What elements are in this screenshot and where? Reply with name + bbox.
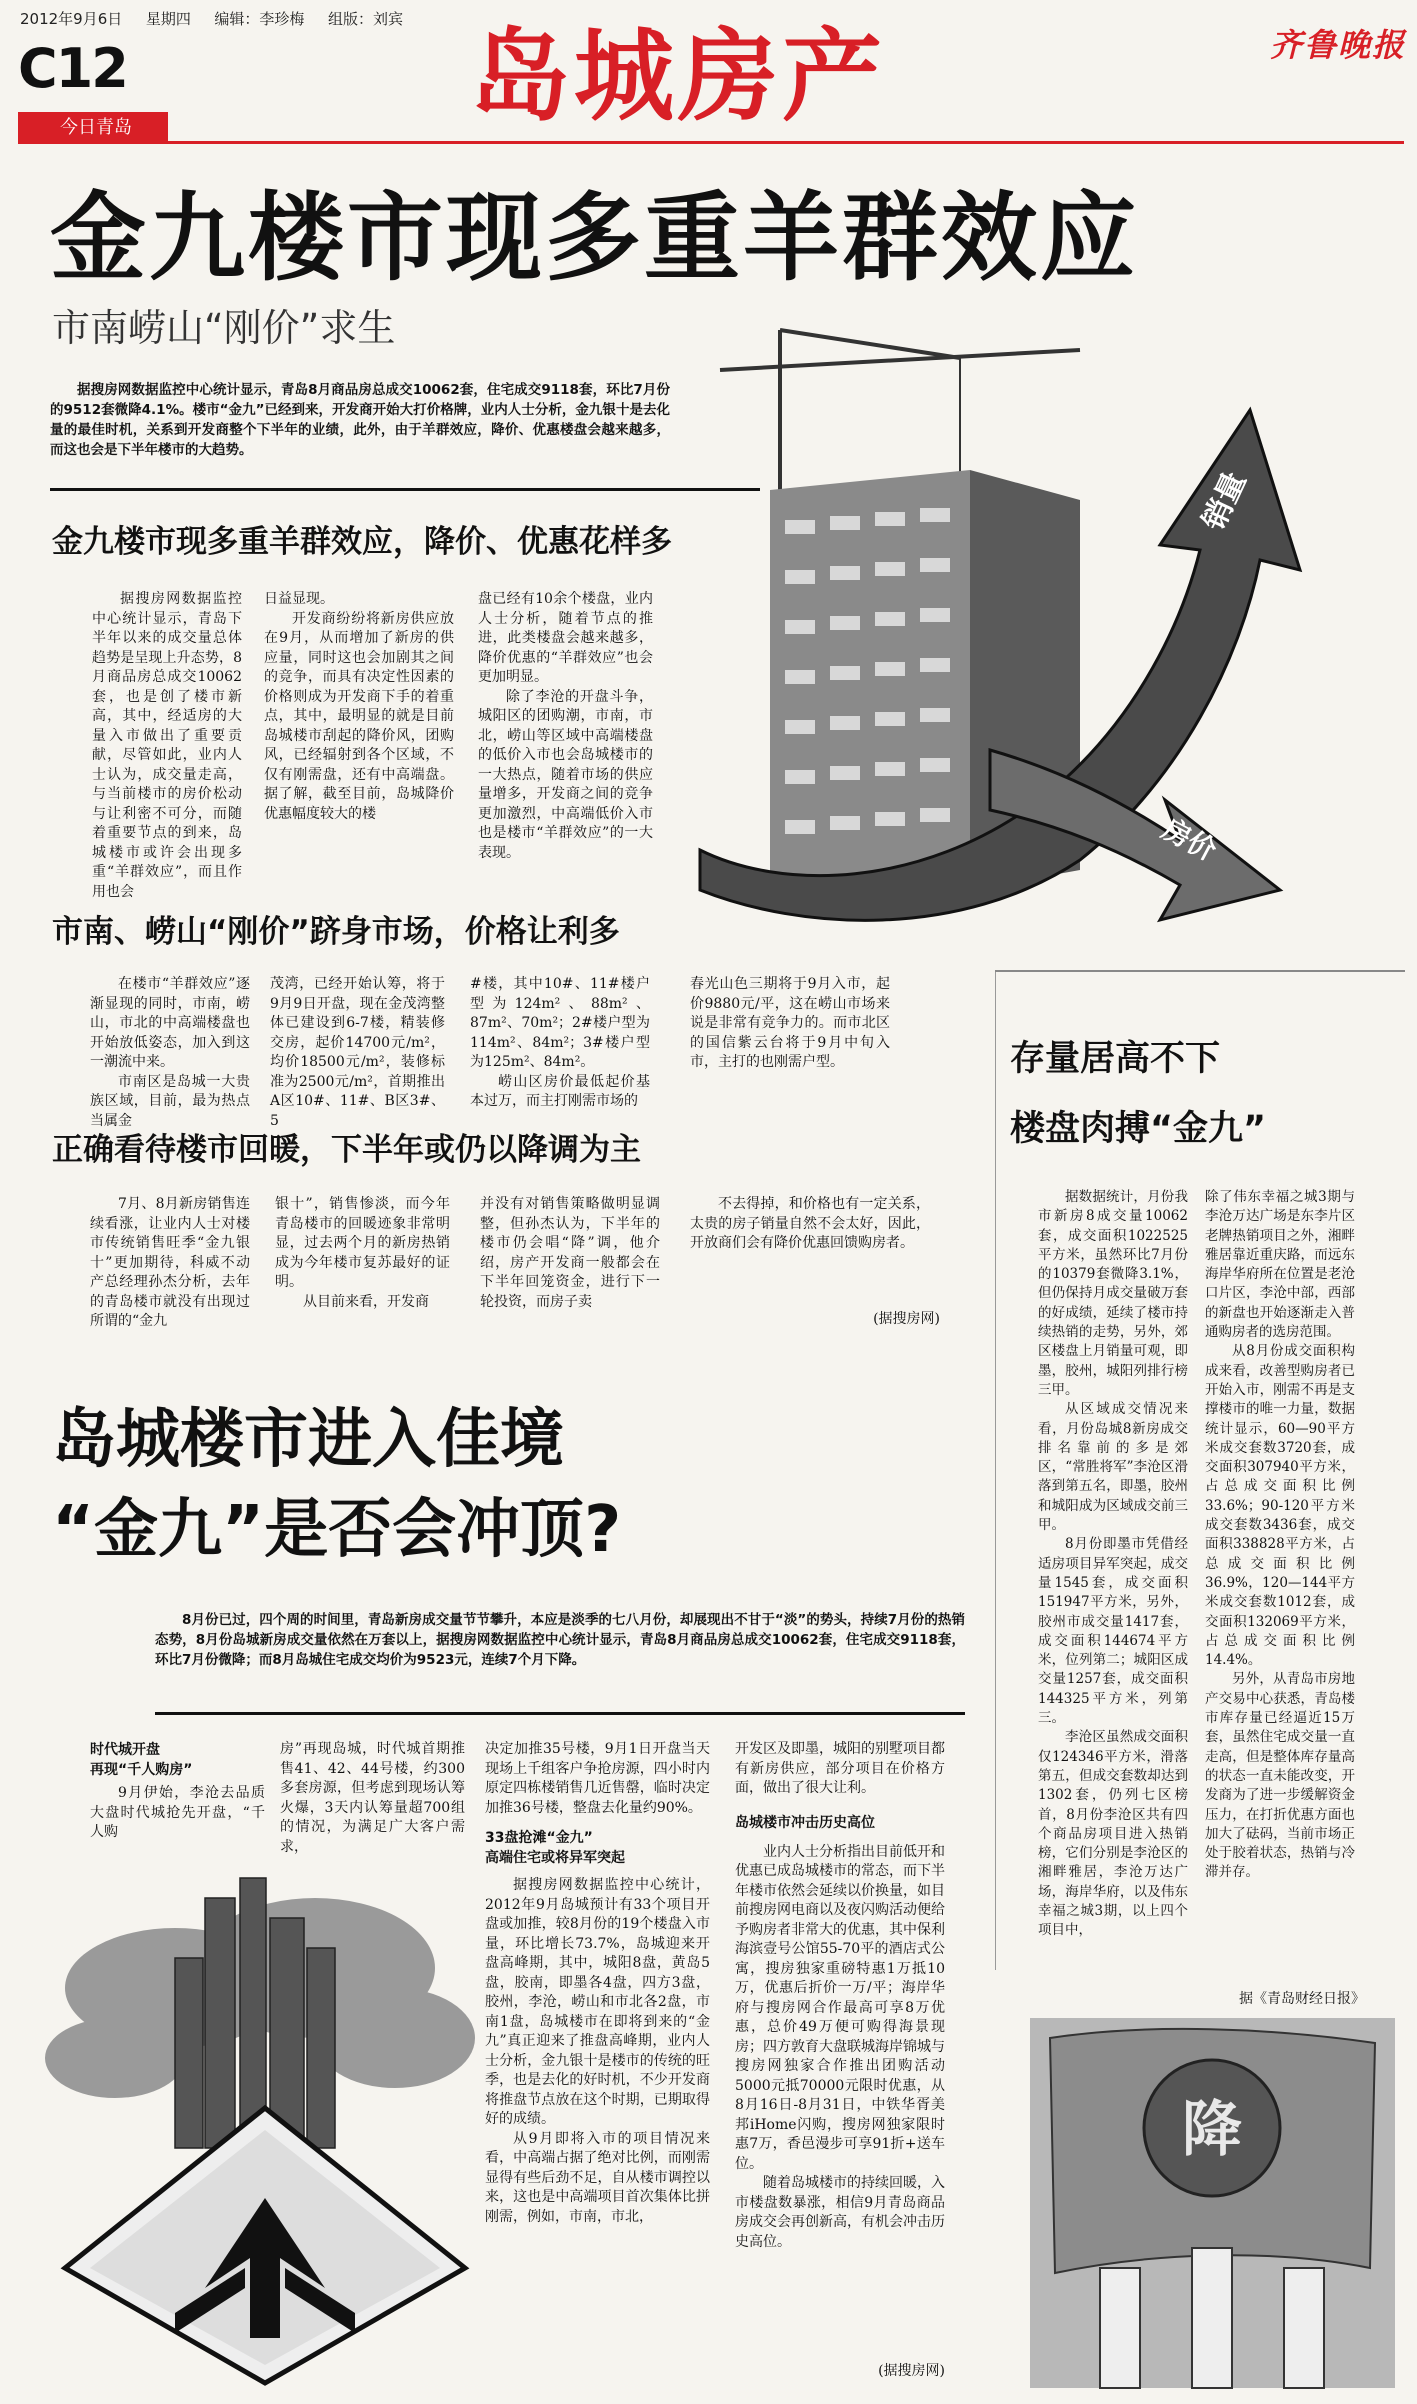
article2-col3: [485, 1740, 710, 2385]
section-tag: 今日青岛: [18, 112, 168, 144]
paragraph: 盘已经有10余个楼盘，业内人士分析，随着节点的推进，此类楼盘会越来越多，降价优惠的“羊群效应”也会更加明显。: [478, 591, 653, 685]
paragraph: 7月、8月新房销售连续看涨，让业内人士对楼市传统销售旺季“金九银十”更加期待，科威不动产总经理孙杰分析，去年的青岛楼市就没有出现过所谓的“金九: [90, 1196, 250, 1329]
article2-lead-text: 8月份已过，四个周的时间里，青岛新房成交量节节攀升，本应是淡季的七八月份，却展现出不甘于“淡”的势头，持续7月份的热销态势，8月份岛城新房成交量依然在万套以上，据搜房网数据监控中心统计显示，青岛8月商品房总成交10062套，住宅成交9118套，环比7月份微降；而8月岛城住宅成交均价为9523元，连续7个月下降。: [155, 1612, 965, 1668]
paragraph: 业内人士分析指出目前低开和优惠已成岛城楼市的常态，而下半年楼市依然会延续以价换量，如目前搜房网电商以及夜闪购活动便给予购房者非常大的优惠，其中保利海滨壹号公馆55-70平的酒店式公寓，搜房独家重磅特惠1万抵10万，优惠后折价一万/平；海岸华府与搜房网合作最高可享8万优惠，总价49万便可购得海景现房；四方敦育大盘联城海岸锦城与搜房网独家合作推出团购活动5000元抵70000元限时优惠，从8月16日-8月31日，中铁华胥美邦iHome闪购，搜房网独家限时惠7万，香邑漫步可享91折+送车位。: [735, 1843, 945, 2172]
article2-sub2-head-a: 33盘抢滩“金九”: [485, 1830, 593, 1846]
article1-sec2-col3: [470, 975, 650, 1125]
sidebar-title-line2: 楼盘肉搏“金九”: [1010, 1109, 1267, 1149]
paragraph: 除了伟东幸福之城3期与李沧万达广场是东李片区老牌热销项目之外，湘畔雅居靠近重庆路，而远东海岸华府所在位置是老沧口片区，李沧中部，西部的新盘也开始逐渐走入普通购房者的选房范围。: [1205, 1189, 1355, 1341]
article2-rule: [155, 1712, 965, 1715]
weekday: 星期四: [145, 10, 191, 28]
paragraph: 银十”，销售惨淡，而今年青岛楼市的回暖迹象非常明显，过去两个月的新房热销成为今年楼市复苏最好的证明。: [275, 1196, 450, 1290]
header-rule: [168, 141, 1404, 144]
price-drop-graphic: [1030, 2018, 1395, 2388]
paper-logo: 齐鲁晚报: [1270, 26, 1407, 64]
article1-sec3-col4: [690, 1195, 930, 1325]
city-road-graphic: [55, 1868, 475, 2388]
article2-sub1-head-b: 再现“千人购房”: [90, 1762, 193, 1778]
article1-sec3-col1: [90, 1195, 250, 1355]
paragraph: 另外，从青岛市房地产交易中心获悉，青岛楼市库存量已经逼近15万套，虽然住宅成交量一直走高，但是整体库存量高的状态一直未能改变，开发商为了进一步缓解资金压力，在打折优惠方面也加大了砝码，当前市场正处于胶着状态，热销与冷滞并存。: [1205, 1671, 1355, 1881]
article2-title-line1: 岛城楼市进入佳境: [52, 1403, 564, 1477]
paragraph: 茂湾，已经开始认筹，将于9月9日开盘，现在金茂湾整体已建设到6-7楼，精装修交房，起价14700元/m²，均价18500元/m²，装修标准为2500元/m²，首期推出A区10#、11#、B区3#、5: [270, 976, 445, 1129]
sidebar-title-line1: 存量居高不下: [1010, 1039, 1221, 1079]
article1-sec3-col2: [275, 1195, 450, 1355]
paragraph: 从9月即将入市的项目情况来看，中高端占据了绝对比例，而刚需显得有些后劲不足，自从楼市调控以来，这也是中高端项目首次集体比拼刚需，例如，市南，市北，: [485, 2130, 710, 2225]
article1-sec2-col1: [90, 975, 250, 1129]
article2-sub3-head: 岛城楼市冲击历史高位: [735, 1814, 875, 1831]
yuan-arrows-icon: [1100, 2248, 1324, 2388]
paragraph: 房”再现岛城，时代城首期推售41、42、44号楼，约300多套房源，但考虑到现场认筹火爆，3天内认筹量超700组的情况，为满足广大客户需求，: [280, 1741, 465, 1855]
article2-source: (据搜房网): [878, 2363, 945, 2379]
article1-sec2-col4: [690, 975, 890, 1125]
article1-section3-head: 正确看待楼市回暖，下半年或仍以降调为主: [52, 1132, 641, 1168]
sidebar-col1: [1038, 1188, 1188, 1983]
paragraph: 据搜房网数据监控中心统计显示，青岛下半年以来的成交量总体趋势是呈现上升态势，8月商品房总成交10062套，也是创了楼市新高，其中，经适房的大量入市做出了重要贡献，尽管如此，业内人士认为，成交量走高，与当前楼市的房价松动与让利密不可分，而随着重要节点的到来，岛城楼市或许会出现多重“羊群效应”，而且作用也会: [92, 591, 242, 900]
paragraph: 除了李沧的开盘斗争，城阳区的团购潮，市南，市北，崂山等区域中高端楼盘的低价入市也会岛城楼市的一大热点，随着市场的供应量增多，开发商之间的竞争更加激烈，中高端低价入市也是楼市“羊群效应”的一大表现。: [478, 688, 653, 861]
road-sign-icon: [65, 2108, 465, 2383]
paragraph: 春光山色三期将于9月入市，起价9880元/平，这在崂山市场来说是非常有竞争力的。而市北区的国信紫云台将于9月中旬入市，主打的也刚需户型。: [690, 976, 890, 1070]
date: 2012年9月6日: [20, 10, 123, 28]
market-graphic: [660, 330, 1320, 930]
sidebar-rule: [995, 970, 1405, 972]
paragraph: 从区域成交情况来看，月份岛城8新房成交排名靠前的多是郊区，“常胜将军”李沧区滑落到第五名，即墨，胶州和城阳成为区域成交前三甲。: [1038, 1401, 1188, 1534]
sidebar-col2: [1205, 1188, 1355, 1988]
page-number: C12: [18, 37, 127, 100]
paragraph: 从目前来看，开发商: [303, 1293, 429, 1310]
paragraph: 随着岛城楼市的持续回暖，入市楼盘数暴涨，相信9月青岛商品房成交会再创新高，有机会冲击历史高位。: [735, 2175, 945, 2250]
article2-title-line2: “金九”是否会冲顶?: [52, 1493, 622, 1567]
paragraph: 开发商纷纷将新房供应放在9月，从而增加了新房的供应量，同时这也会加剧其之间的竞争，而具有决定性因素的价格则成为开发商下手的着重点，其中，最明显的就是目前岛城楼市刮起的降价风，团购风，已经辐射到各个区域，不仅有刚需盘，还有中高端盘。据了解，截至目前，岛城降价优惠幅度较大的楼: [264, 610, 454, 822]
article1-sec2-col2: [270, 975, 445, 1129]
article2-sub1-head-a: 时代城开盘: [90, 1742, 160, 1758]
article1-subtitle: 市南崂山“刚价”求生: [52, 306, 396, 350]
paragraph: 不去得掉，和价格也有一定关系，太贵的房子销量自然不会太好，因此，开放商们会有降价优惠回馈购房者。: [690, 1196, 930, 1251]
header-meta: [20, 8, 403, 29]
article1-title: 金九楼市现多重羊群效应: [50, 182, 1139, 294]
section-title: 岛城房产: [470, 18, 886, 135]
sidebar-source: 据《青岛财经日报》: [1239, 1991, 1365, 2007]
article1-sec1-col2: [264, 590, 454, 890]
paragraph: 崂山区房价最低起价基本过万，而主打刚需市场的: [470, 1073, 650, 1109]
paragraph: 决定加推35号楼，9月1日开盘当天现场上千组客户争抢房源，四小时内原定四栋楼销售几近售罄，临时决定加推36号楼，整盘去化量约90%。: [485, 1741, 710, 1816]
article1-rule-top: [50, 488, 760, 491]
paragraph: 据搜房网数据监控中心统计，2012年9月岛城预计有33个项目开盘或加推，较8月份的19个楼盘入市量，环比增长73.7%，岛城迎来开盘高峰期，其中，城阳8盘，黄岛5盘，胶南，即墨各4盘，四方3盘，胶州，李沧，崂山和市北各2盘，市南1盘，岛城楼市在即将到来的“金九”真正迎来了推盘高峰期，业内人士分析，金九银十是楼市的传统的旺季，也是去化的好时机，不少开发商将推盘节点放在这个时期，已期取得好的成绩。: [485, 1877, 710, 2127]
paragraph: 市南区是岛城一大贵族区域，目前，最为热点当属金: [90, 1073, 250, 1129]
article2-col4: [735, 1740, 945, 2350]
paragraph: 9月伊始，李沧去品质大盘时代城抢先开盘，“千人购: [90, 1785, 265, 1840]
paragraph: 在楼市“羊群效应”逐渐显现的同时，市南，崂山，市北的中高端楼盘也开始放低姿态，加入到这一潮流中来。: [90, 976, 250, 1070]
sign-char: 降: [1182, 2095, 1242, 2165]
paragraph: #楼，其中10#、11#楼户型为124m²、88m²、87m²、70m²；2#楼户型为114m²、84m²；3#楼户型为125m²、84m²。: [470, 976, 650, 1070]
article1-sec1-col3: [478, 590, 653, 890]
article1-section2-head: 市南、崂山“刚价”跻身市场，价格让利多: [52, 914, 620, 950]
article2-lead: [155, 1610, 965, 1670]
article2-col2: [280, 1740, 465, 1855]
price-label: 房价: [1156, 812, 1222, 868]
article1-sec1-col1: [92, 590, 242, 900]
paragraph: 开发区及即墨，城阳的别墅项目都有新房供应，部分项目在价格方面，做出了很大让利。: [735, 1741, 945, 1796]
paragraph: 日益显现。: [264, 591, 334, 607]
article1-sec3-col3: [480, 1195, 660, 1355]
article1-section1-head: 金九楼市现多重羊群效应，降价、优惠花样多: [52, 524, 672, 560]
paragraph: 据数据统计，月份我市新房8成交量10062套，成交面积1022525平方米，虽然环比7月份的10379套微降3.1%，但仍保持月成交量破万套的好成绩，延续了楼市持续热销的走势，另外，郊区楼盘上月销量可观，即墨，胶州，城阳列排行榜三甲。: [1038, 1189, 1188, 1398]
article1-source: (据搜房网): [873, 1311, 940, 1327]
editor: 编辑：李珍梅: [214, 10, 305, 28]
article1-lead: [50, 380, 670, 460]
sales-label: 销量: [1196, 466, 1254, 536]
paragraph: 从8月份成交面积构成来看，改善型购房者已开始入市，刚需不再是支撑楼市的唯一力量，数据统计显示，60—90平方米成交套数3720套，成交面积307940平方米，占总成交面积比例33.6%；90-120平方米成交套数3436套，成交面积338828平方米，占总成交面积比例36.9%，120—144平方米成交套数1012套，成交面积132069平方米，占总成交面积比例14.4%。: [1205, 1343, 1355, 1669]
article2-col1: [90, 1740, 265, 1840]
paragraph: 李沧区虽然成交面积仅124346平方米，滑落第五，但成交套数却达到1302套，仍列七区榜首，8月份李沧区共有四个商品房项目进入热销榜，它们分别是李沧区的湘畔雅居，李沧万达广场，海岸华府，以及伟东幸福之城3期，以上四个项目中，: [1038, 1729, 1188, 1939]
paragraph: 8月份即墨市凭借经适房项目异军突起，成交量1545套，成交面积151947平方米，另外，胶州市成交量1417套，成交面积144674平方米，位列第二；城阳区成交量1257套，成交面积144325平方米，列第三。: [1038, 1536, 1188, 1727]
paragraph: 并没有对销售策略做明显调整，但孙杰认为，下半年的楼市仍会唱“降”调，他介绍，房产开发商一般都会在下半年回笼资金，进行下一轮投资，而房子卖: [480, 1196, 660, 1310]
article2-sub2-head-b: 高端住宅或将异军突起: [485, 1850, 625, 1866]
article1-lead-text: 据搜房网数据监控中心统计显示，青岛8月商品房总成交10062套，住宅成交9118套，环比7月份的9512套微降4.1%。楼市“金九”已经到来，开发商开始大打价格牌，业内人士分析，金九银十是去化量的最佳时机，关系到开发商整个下半年的业绩，此外，由于羊群效应，降价、优惠楼盘会越来越多，而这也会是下半年楼市的大趋势。: [50, 382, 670, 458]
layout-editor: 组版：刘宾: [327, 10, 403, 28]
